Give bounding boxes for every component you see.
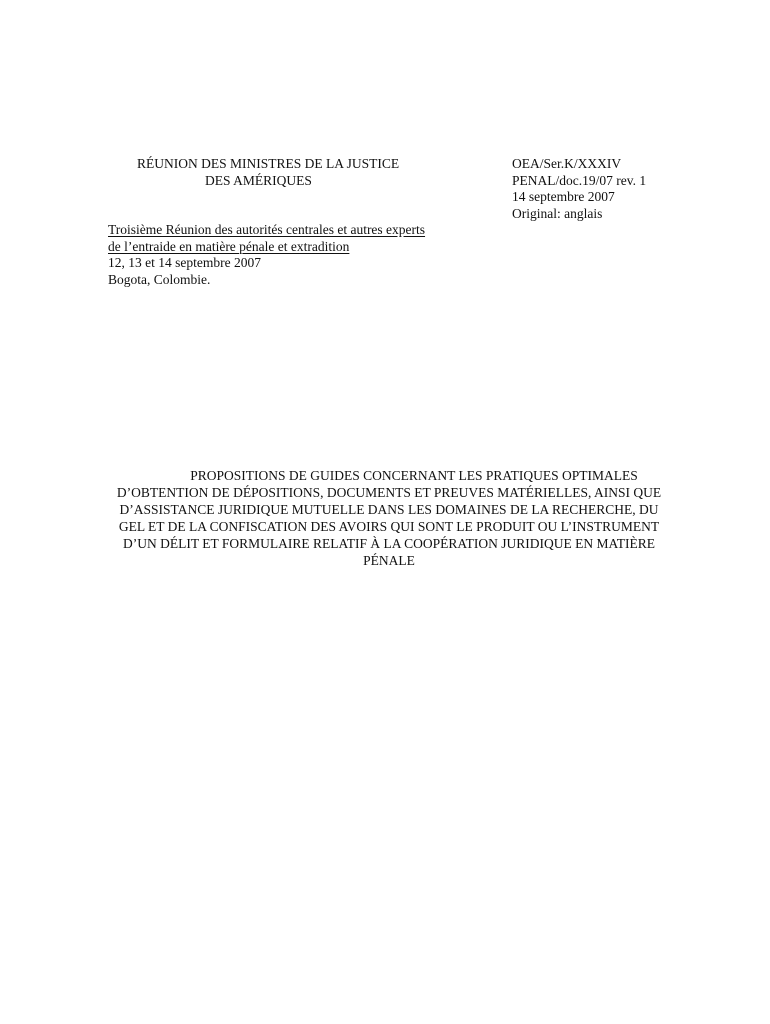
document-original-language: Original: anglais [512, 205, 603, 221]
meeting-dates: 12, 13 et 14 septembre 2007 [108, 255, 261, 270]
meeting-info [108, 222, 425, 288]
document-title-line: D’UN DÉLIT ET FORMULAIRE RELATIF À LA COOPÉRATION JURIDIQUE EN MATIÈRE [123, 536, 655, 551]
document-title-line: PÉNALE [363, 553, 415, 568]
meeting-title-line-1: Troisième Réunion des autorités centrales et autres experts [108, 222, 426, 237]
document-title-line: D’OBTENTION DE DÉPOSITIONS, DOCUMENTS ET PREUVES MATÉRIELLES, AINSI QUE [116, 485, 662, 500]
document-date: 14 septembre 2007 [512, 189, 615, 204]
document-title [100, 467, 678, 569]
organization-heading-line-2: DES AMÉRIQUES [205, 172, 312, 188]
document-title-line: D’ASSISTANCE JURIDIQUE MUTUELLE DANS LES DOMAINES DE LA RECHERCHE, DU [119, 502, 659, 517]
document-number: PENAL/doc.19/07 rev. 1 [512, 172, 647, 188]
meeting-title-line-2: de l’entraide en matière pénale et extradition [108, 238, 350, 254]
organization-heading [108, 156, 408, 189]
meeting-place: Bogota, Colombie. [108, 271, 211, 287]
organization-heading-line-1: RÉUNION DES MINISTRES DE LA JUSTICE [137, 156, 400, 171]
document-series: OEA/Ser.K/XXXIV [512, 156, 622, 171]
document-reference [512, 156, 646, 222]
document-title-line: PROPOSITIONS DE GUIDES CONCERNANT LES PRATIQUES OPTIMALES [190, 468, 638, 483]
document-title-line: GEL ET DE LA CONFISCATION DES AVOIRS QUI SONT LE PRODUIT OU L’INSTRUMENT [118, 519, 660, 534]
